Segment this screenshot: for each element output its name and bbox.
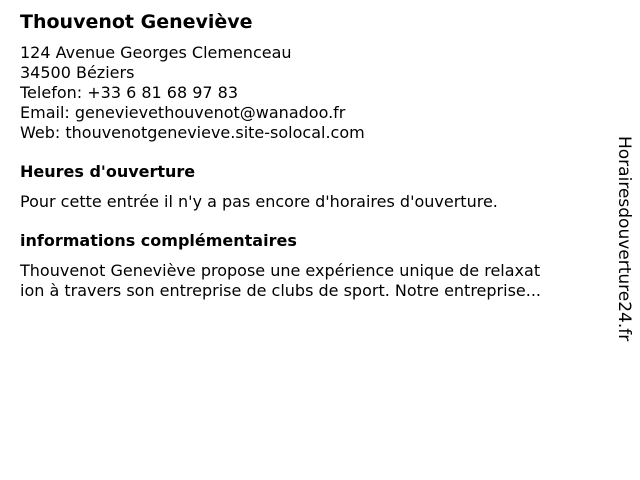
business-card: [20, 10, 600, 301]
opening-hours-text: Pour cette entrée il n'y a pas encore d'horaires d'ouverture.: [20, 192, 498, 211]
additional-info-line-1: Thouvenot Geneviève propose une expérience unique de relaxat: [20, 261, 541, 280]
street-address: 124 Avenue Georges Clemenceau: [20, 43, 292, 62]
website-line[interactable]: Web: thouvenotgenevieve.site-solocal.com: [20, 123, 365, 142]
phone-line[interactable]: Telefon: +33 6 81 68 97 83: [20, 83, 239, 102]
additional-info-text: [20, 261, 600, 301]
additional-info-line-2: ion à travers son entreprise de clubs de sport. Notre entreprise...: [20, 281, 542, 300]
business-name: Thouvenot Geneviève: [20, 11, 253, 33]
city-postal: 34500 Béziers: [20, 63, 135, 82]
opening-hours-heading: Heures d'ouverture: [20, 162, 196, 181]
additional-info-heading: informations complémentaires: [20, 231, 297, 250]
contact-block: [20, 43, 600, 143]
email-line[interactable]: Email: genevievethouvenot@wanadoo.fr: [20, 103, 346, 122]
site-brand-vertical: Horairesdouverture24.fr: [614, 136, 634, 342]
